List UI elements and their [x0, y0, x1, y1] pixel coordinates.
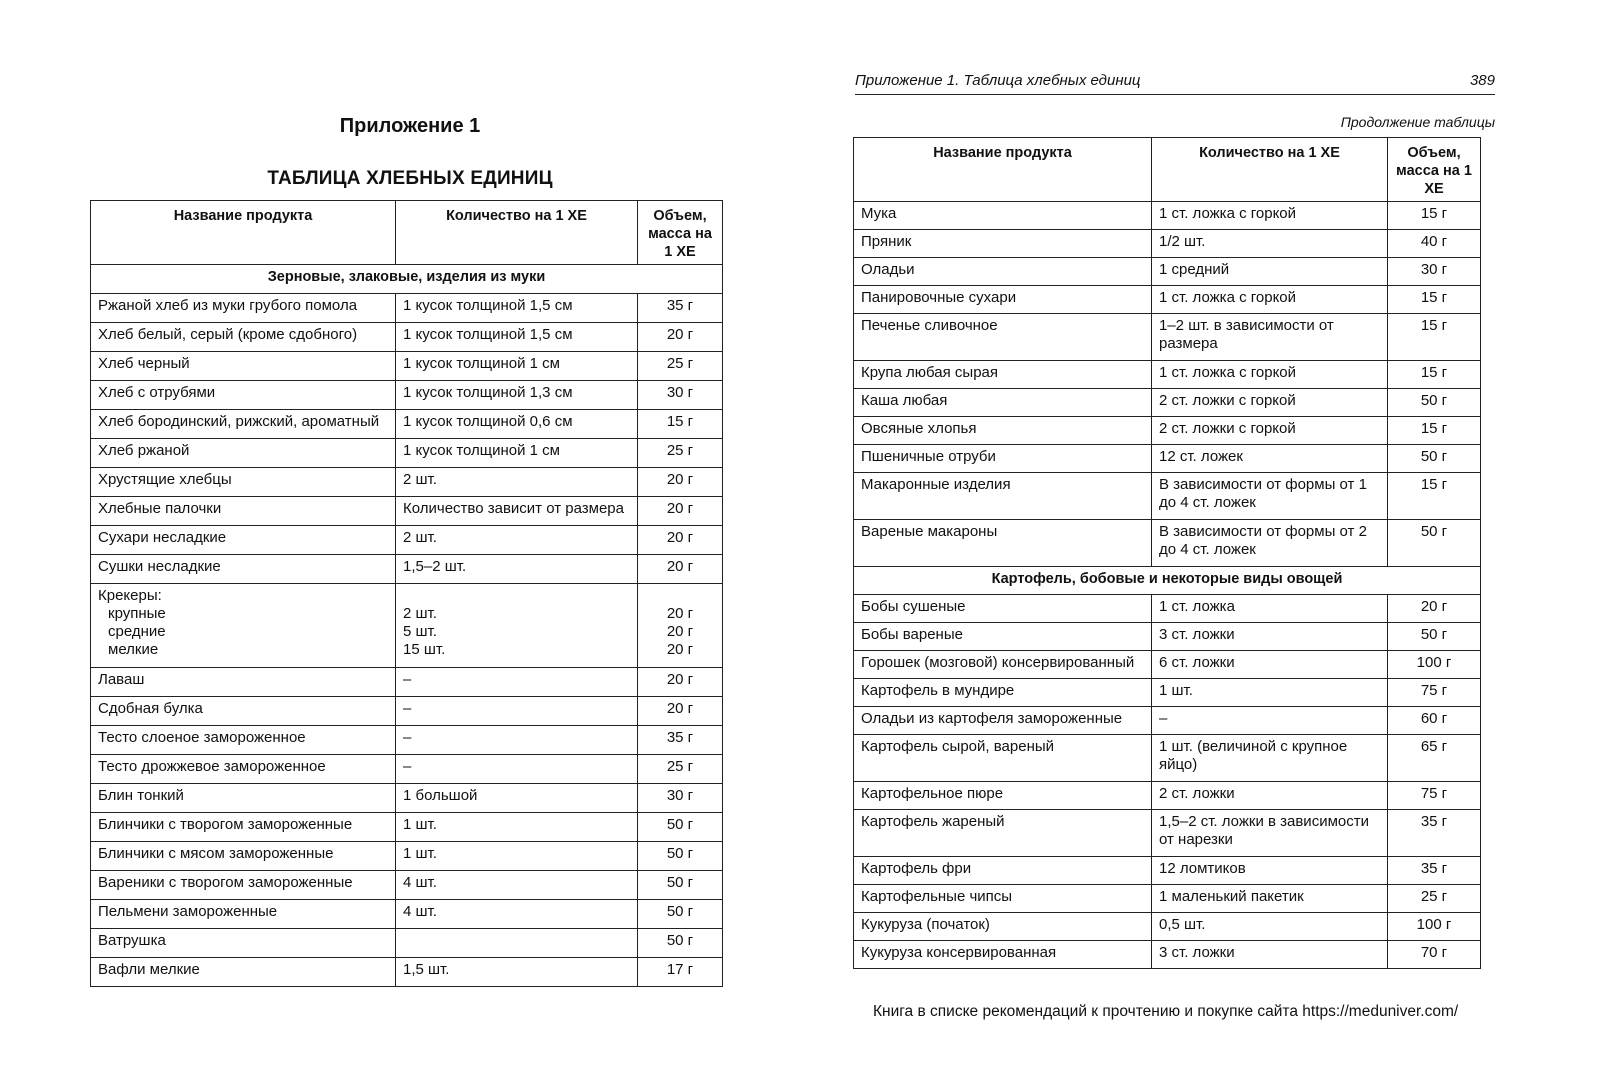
table-title: ТАБЛИЦА ХЛЕБНЫХ ЕДИНИЦ — [267, 168, 553, 189]
crackers-mass: 20 г — [666, 641, 694, 658]
product-name-cell: Горошек (мозговой) консервированный — [854, 651, 1152, 679]
mass-cell: 20 г — [638, 668, 723, 697]
table-row — [91, 497, 723, 526]
mass-cell: 15 г — [1388, 202, 1481, 230]
table-row — [854, 258, 1481, 286]
table-row — [854, 857, 1481, 885]
header-quantity: Количество на 1 ХЕ — [1152, 138, 1388, 202]
product-name-cell: Оладьи — [854, 258, 1152, 286]
quantity-cell: 1 ст. ложка — [1152, 595, 1388, 623]
mass-cell: 50 г — [638, 871, 723, 900]
table-row — [854, 520, 1481, 567]
quantity-cell: 1 кусок толщиной 1 см — [396, 439, 638, 468]
product-name-cell: Картофель сырой, вареный — [854, 735, 1152, 782]
product-name-cell: Панировочные сухари — [854, 286, 1152, 314]
table-row — [854, 230, 1481, 258]
table-row — [854, 361, 1481, 389]
table-row — [854, 417, 1481, 445]
running-head — [855, 70, 1495, 95]
table-row — [854, 913, 1481, 941]
crackers-size: крупные — [108, 605, 166, 622]
product-name-cell: Каша любая — [854, 389, 1152, 417]
mass-cell: 25 г — [1388, 885, 1481, 913]
product-name-cell: Кукуруза консервированная — [854, 941, 1152, 969]
product-name-cell: Пельмени замороженные — [91, 900, 396, 929]
quantity-cell: 1,5–2 ст. ложки в зависимости от нарезки — [1152, 810, 1388, 857]
section-row — [91, 265, 723, 294]
quantity-cell: 1 кусок толщиной 1,5 см — [396, 323, 638, 352]
product-name-cell: Хрустящие хлебцы — [91, 468, 396, 497]
product-name-cell: Сдобная булка — [91, 697, 396, 726]
table-row — [91, 410, 723, 439]
header-product: Название продукта — [91, 201, 396, 265]
mass-cell: 70 г — [1388, 941, 1481, 969]
table-row — [854, 595, 1481, 623]
mass-cell: 50 г — [638, 842, 723, 871]
mass-cell: 100 г — [1388, 913, 1481, 941]
mass-cell: 15 г — [638, 410, 723, 439]
mass-cell: 30 г — [638, 381, 723, 410]
mass-cell: 65 г — [1388, 735, 1481, 782]
mass-cell: 17 г — [638, 958, 723, 987]
table-row — [91, 555, 723, 584]
mass-cell: 20 г — [638, 468, 723, 497]
quantity-cell: 1,5 шт. — [396, 958, 638, 987]
mass-cell: 25 г — [638, 439, 723, 468]
quantity-cell: 2 ст. ложки с горкой — [1152, 417, 1388, 445]
quantity-cell: – — [1152, 707, 1388, 735]
quantity-cell: 1 кусок толщиной 1,3 см — [396, 381, 638, 410]
quantity-cell: 1–2 шт. в зависимости от размера — [1152, 314, 1388, 361]
product-name-cell: Хлебные палочки — [91, 497, 396, 526]
mass-cell: 15 г — [1388, 314, 1481, 361]
mass-cell: 15 г — [1388, 286, 1481, 314]
product-name-cell: Лаваш — [91, 668, 396, 697]
table-row — [91, 929, 723, 958]
table-row — [91, 468, 723, 497]
crackers-mass: 20 г — [666, 623, 694, 640]
quantity-cell: 3 ст. ложки — [1152, 623, 1388, 651]
quantity-cell: – — [396, 697, 638, 726]
product-name-cell: Картофельные чипсы — [854, 885, 1152, 913]
quantity-cell: 12 ст. ложек — [1152, 445, 1388, 473]
product-name-cell: Тесто дрожжевое замороженное — [91, 755, 396, 784]
product-name-cell: Хлеб с отрубями — [91, 381, 396, 410]
quantity-cell: 1 маленький пакетик — [1152, 885, 1388, 913]
product-name-cell: Вареные макароны — [854, 520, 1152, 567]
product-name-cell: Ржаной хлеб из муки грубого помола — [91, 294, 396, 323]
header-mass: Объем, масса на 1 ХЕ — [638, 201, 723, 265]
mass-cell: 60 г — [1388, 707, 1481, 735]
table-row-crackers — [91, 584, 723, 668]
table-row — [854, 445, 1481, 473]
product-name-cell: Сухари несладкие — [91, 526, 396, 555]
product-name-cell: Печенье сливочное — [854, 314, 1152, 361]
product-name-cell: Оладьи из картофеля замороженные — [854, 707, 1152, 735]
mass-cell: 50 г — [638, 900, 723, 929]
mass-cell: 25 г — [638, 755, 723, 784]
product-name-cell: Пряник — [854, 230, 1152, 258]
product-name-cell: Мука — [854, 202, 1152, 230]
product-name-cell: Макаронные изделия — [854, 473, 1152, 520]
crackers-qty: 5 шт. — [403, 623, 437, 640]
product-name-cell: Хлеб черный — [91, 352, 396, 381]
product-name-cell: Блин тонкий — [91, 784, 396, 813]
quantity-cell: 2 ст. ложки с горкой — [1152, 389, 1388, 417]
table-row — [91, 755, 723, 784]
crackers-size: мелкие — [108, 641, 159, 658]
quantity-cell: 1 кусок толщиной 0,6 см — [396, 410, 638, 439]
mass-cell: 20 г — [638, 497, 723, 526]
quantity-cell: Количество зависит от размера — [396, 497, 638, 526]
mass-cell: 50 г — [638, 813, 723, 842]
mass-cell: 20 г — [1388, 595, 1481, 623]
table-row — [854, 885, 1481, 913]
quantity-cell: 2 шт. — [396, 526, 638, 555]
table-row — [854, 202, 1481, 230]
table-row — [91, 726, 723, 755]
quantity-cell: 1 большой — [396, 784, 638, 813]
mass-cell: 20 г — [638, 323, 723, 352]
footer-note: Книга в списке рекомендаций к прочтению и покупке сайта https://meduniver.com/ — [873, 1003, 1459, 1020]
table-row — [854, 735, 1481, 782]
mass-cell: 30 г — [1388, 258, 1481, 286]
table-header-row — [854, 138, 1481, 202]
mass-cell: 50 г — [1388, 623, 1481, 651]
mass-cell: 35 г — [1388, 857, 1481, 885]
quantity-cell: 4 шт. — [396, 871, 638, 900]
product-name-cell: Вафли мелкие — [91, 958, 396, 987]
appendix-title: Приложение 1 — [339, 115, 481, 137]
section-label: Картофель, бобовые и некоторые виды овощей — [854, 567, 1481, 595]
quantity-cell: 1 шт. — [396, 842, 638, 871]
running-head-title: Приложение 1. Таблица хлебных единиц — [855, 72, 1141, 89]
mass-cell: 15 г — [1388, 473, 1481, 520]
crackers-mass: 20 г — [666, 605, 694, 622]
table-row — [854, 679, 1481, 707]
page-number: 389 — [1469, 72, 1495, 89]
mass-cell: 35 г — [638, 294, 723, 323]
header-mass: Объем, масса на 1 ХЕ — [1388, 138, 1481, 202]
left-page — [0, 0, 790, 1086]
table-row — [854, 782, 1481, 810]
mass-cell: 75 г — [1388, 679, 1481, 707]
quantity-cell: 1 ст. ложка с горкой — [1152, 286, 1388, 314]
table-row — [91, 294, 723, 323]
product-name-cell: Кукуруза (початок) — [854, 913, 1152, 941]
crackers-qty: 15 шт. — [403, 641, 446, 658]
quantity-cell: 1,5–2 шт. — [396, 555, 638, 584]
table-row — [854, 286, 1481, 314]
product-name-cell: Блинчики с мясом замороженные — [91, 842, 396, 871]
table-row — [91, 842, 723, 871]
mass-cell — [638, 584, 723, 668]
table-continued-label: Продолжение таблицы — [1340, 114, 1495, 130]
quantity-cell: 3 ст. ложки — [1152, 941, 1388, 969]
quantity-cell: – — [396, 668, 638, 697]
product-name-cell: Хлеб бородинский, рижский, ароматный — [91, 410, 396, 439]
product-name-cell: Ватрушка — [91, 929, 396, 958]
product-name-cell: Картофель в мундире — [854, 679, 1152, 707]
quantity-cell: 1 ст. ложка с горкой — [1152, 202, 1388, 230]
quantity-cell: 12 ломтиков — [1152, 857, 1388, 885]
table-row — [854, 941, 1481, 969]
mass-cell: 35 г — [1388, 810, 1481, 857]
mass-cell: 50 г — [1388, 389, 1481, 417]
table-row — [854, 651, 1481, 679]
table-row — [91, 958, 723, 987]
quantity-cell: 1 шт. — [1152, 679, 1388, 707]
mass-cell: 20 г — [638, 555, 723, 584]
product-name-cell: Блинчики с творогом замороженные — [91, 813, 396, 842]
quantity-cell: 2 шт. — [396, 468, 638, 497]
table-row — [91, 871, 723, 900]
table-row — [91, 784, 723, 813]
bread-units-table-left — [90, 200, 723, 987]
quantity-cell: 1 кусок толщиной 1 см — [396, 352, 638, 381]
table-row — [854, 314, 1481, 361]
product-name-cell: Вареники с творогом замороженные — [91, 871, 396, 900]
mass-cell: 50 г — [1388, 445, 1481, 473]
quantity-cell: 1 средний — [1152, 258, 1388, 286]
quantity-cell: 4 шт. — [396, 900, 638, 929]
table-row — [854, 473, 1481, 520]
quantity-cell: – — [396, 755, 638, 784]
quantity-cell — [396, 929, 638, 958]
product-name-cell: Тесто слоеное замороженное — [91, 726, 396, 755]
table-row — [854, 810, 1481, 857]
table-row — [91, 697, 723, 726]
quantity-cell: В зависимости от формы от 1 до 4 ст. ложек — [1152, 473, 1388, 520]
crackers-size: средние — [108, 623, 166, 640]
table-row — [91, 439, 723, 468]
quantity-cell: В зависимости от формы от 2 до 4 ст. ложек — [1152, 520, 1388, 567]
quantity-cell: 1 шт. (величиной с крупное яйцо) — [1152, 735, 1388, 782]
table-row — [91, 526, 723, 555]
product-name-cell: Сушки несладкие — [91, 555, 396, 584]
table-row — [91, 323, 723, 352]
mass-cell: 30 г — [638, 784, 723, 813]
quantity-cell: 6 ст. ложки — [1152, 651, 1388, 679]
table-row — [854, 623, 1481, 651]
product-name-cell: Картофельное пюре — [854, 782, 1152, 810]
quantity-cell: 1 кусок толщиной 1,5 см — [396, 294, 638, 323]
mass-cell: 25 г — [638, 352, 723, 381]
table-row — [91, 668, 723, 697]
mass-cell: 20 г — [638, 697, 723, 726]
quantity-cell: 1 шт. — [396, 813, 638, 842]
product-name-cell: Бобы вареные — [854, 623, 1152, 651]
mass-cell: 100 г — [1388, 651, 1481, 679]
table-row — [854, 707, 1481, 735]
quantity-cell: – — [396, 726, 638, 755]
quantity-cell: 2 ст. ложки — [1152, 782, 1388, 810]
product-name-cell: Крупа любая сырая — [854, 361, 1152, 389]
product-name-cell — [91, 584, 396, 668]
quantity-cell: 1/2 шт. — [1152, 230, 1388, 258]
product-name-cell: Хлеб белый, серый (кроме сдобного) — [91, 323, 396, 352]
mass-cell: 15 г — [1388, 361, 1481, 389]
right-page — [790, 0, 1600, 1086]
mass-cell: 50 г — [638, 929, 723, 958]
header-product: Название продукта — [854, 138, 1152, 202]
mass-cell: 75 г — [1388, 782, 1481, 810]
crackers-label: Крекеры: — [98, 587, 162, 604]
product-name-cell: Пшеничные отруби — [854, 445, 1152, 473]
quantity-cell: 0,5 шт. — [1152, 913, 1388, 941]
table-row — [854, 389, 1481, 417]
table-row — [91, 813, 723, 842]
mass-cell: 40 г — [1388, 230, 1481, 258]
mass-cell: 35 г — [638, 726, 723, 755]
product-name-cell: Хлеб ржаной — [91, 439, 396, 468]
section-label: Зерновые, злаковые, изделия из муки — [91, 265, 723, 294]
quantity-cell: 1 ст. ложка с горкой — [1152, 361, 1388, 389]
mass-cell: 15 г — [1388, 417, 1481, 445]
quantity-cell — [396, 584, 638, 668]
product-name-cell: Овсяные хлопья — [854, 417, 1152, 445]
product-name-cell: Картофель фри — [854, 857, 1152, 885]
mass-cell: 20 г — [638, 526, 723, 555]
crackers-qty: 2 шт. — [403, 605, 437, 622]
header-quantity: Количество на 1 ХЕ — [396, 201, 638, 265]
table-row — [91, 900, 723, 929]
table-row — [91, 352, 723, 381]
mass-cell: 50 г — [1388, 520, 1481, 567]
table-row — [91, 381, 723, 410]
table-header-row — [91, 201, 723, 265]
section-row — [854, 567, 1481, 595]
product-name-cell: Бобы сушеные — [854, 595, 1152, 623]
bread-units-table-right — [853, 137, 1481, 969]
product-name-cell: Картофель жареный — [854, 810, 1152, 857]
